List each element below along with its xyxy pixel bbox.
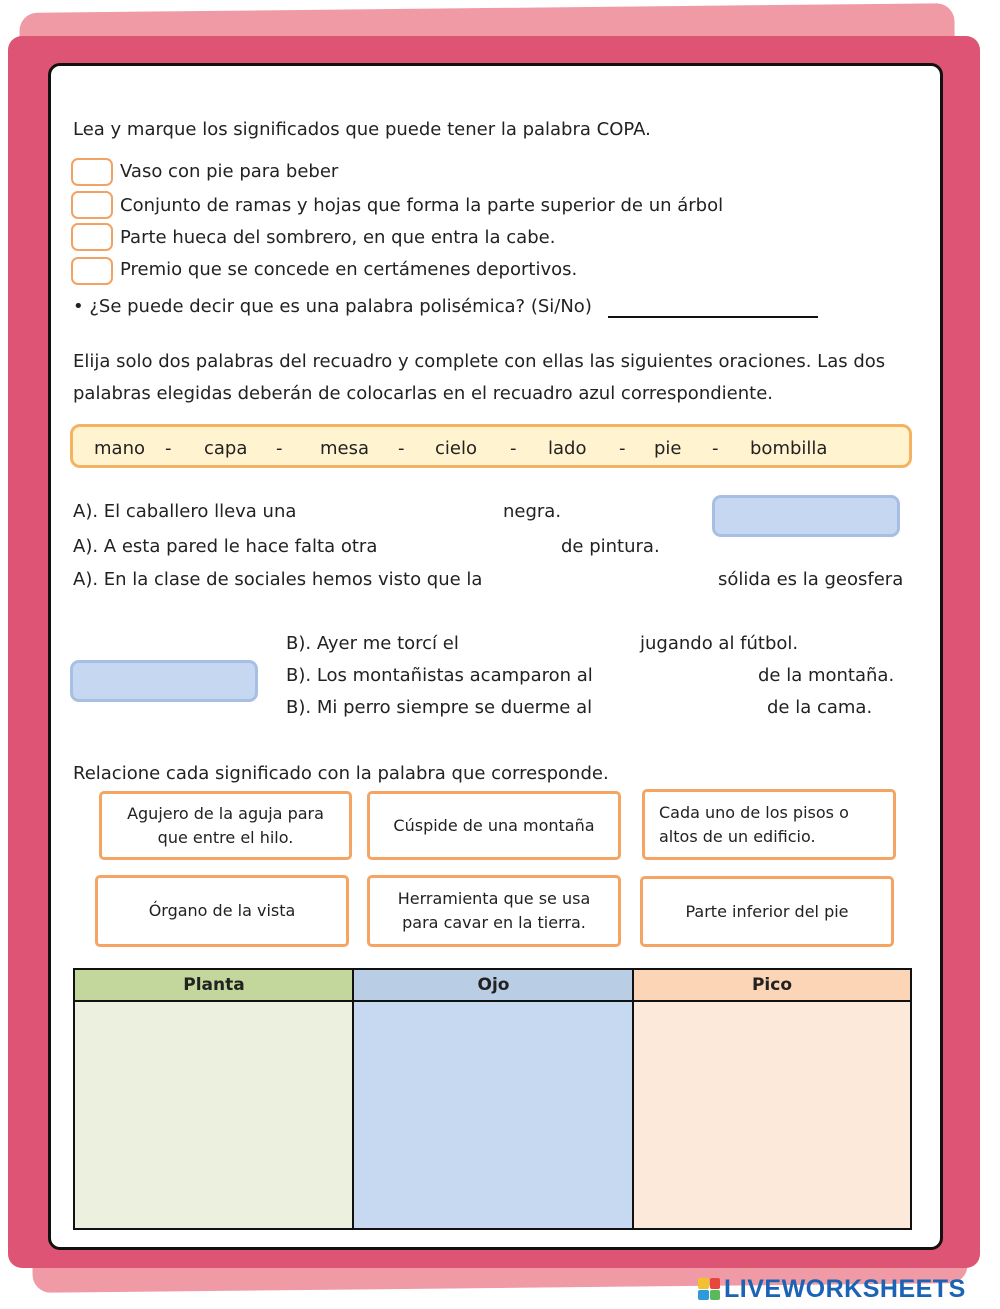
sentence-a1-after: negra. [503,501,562,522]
word-bank-word: pie [654,438,682,459]
word-bank-separator: - [165,438,172,459]
meaning-card-pickaxe-tool[interactable]: Herramienta que se usa para cavar en la tierra. [367,875,621,947]
sentence-a3-after: sólida es la geosfera [718,569,904,590]
sentence-b1-before: B). Ayer me torcí el [286,633,459,654]
sentence-a3-before: A). En la clase de sociales hemos visto que la [73,569,483,590]
copa-option-label-3: Parte hueca del sombrero, en que entra la cabe. [120,227,556,248]
relate-instruction: Relacione cada significado con la palabra que corresponde. [73,763,609,784]
word-bank-word: cielo [435,438,477,459]
sentence-a2-after: de pintura. [561,536,660,557]
sentence-a1-before: A). El caballero lleva una [73,501,297,522]
sentence-a2-before: A). A esta pared le hace falta otra [73,536,378,557]
fill-instruction-line-2: palabras elegidas deberán de colocarlas en el recuadro azul correspondiente. [73,383,773,404]
column-header-ojo: Ojo [354,970,633,1002]
fill-instruction-line-1: Elija solo dos palabras del recuadro y complete con ellas las siguientes oraciones. Las dos [73,351,886,372]
copa-option-checkbox-3[interactable] [71,223,113,251]
word-bank-word: capa [204,438,248,459]
sentence-b2-after: de la montaña. [758,665,895,686]
word-bank [70,424,912,468]
classification-table [73,968,912,1230]
copa-option-label-1: Vaso con pie para beber [120,161,339,182]
copa-instruction: Lea y marque los significados que puede tener la palabra COPA. [73,119,651,140]
word-bank-word: lado [548,438,587,459]
drop-zone-pico[interactable] [634,1002,910,1228]
copa-option-checkbox-1[interactable] [71,158,113,186]
column-header-pico: Pico [634,970,910,1002]
column-planta [75,970,353,1228]
drop-zone-planta[interactable] [75,1002,353,1228]
word-bank-separator: - [712,438,719,459]
meaning-card-eye-organ[interactable]: Órgano de la vista [95,875,349,947]
meaning-card-needle-eye[interactable]: Agujero de la aguja para que entre el hilo. [99,791,352,860]
drop-zone-ojo[interactable] [354,1002,633,1228]
liveworksheets-logo[interactable] [698,1275,966,1303]
word-bank-word: bombilla [750,438,828,459]
column-pico [634,970,910,1228]
sentence-b3-before: B). Mi perro siempre se duerme al [286,697,593,718]
word-bank-separator: - [510,438,517,459]
sentence-b1-after: jugando al fútbol. [640,633,799,654]
column-header-planta: Planta [75,970,353,1002]
polysemy-question: • ¿Se puede decir que es una palabra polisémica? (Si/No) [73,296,592,317]
column-ojo [354,970,633,1228]
copa-option-checkbox-4[interactable] [71,257,113,285]
copa-option-label-2: Conjunto de ramas y hojas que forma la parte superior de un árbol [120,195,724,216]
word-bank-separator: - [276,438,283,459]
meaning-card-mountain-peak[interactable]: Cúspide de una montaña [367,791,621,860]
liveworksheets-logo-icon [698,1278,720,1300]
word-bank-word: mano [94,438,145,459]
answer-box-b[interactable] [70,660,258,702]
copa-option-checkbox-2[interactable] [71,191,113,219]
copa-option-label-4: Premio que se concede en certámenes deportivos. [120,259,578,280]
sentence-b2-before: B). Los montañistas acamparon al [286,665,593,686]
sentence-b3-after: de la cama. [767,697,873,718]
polysemy-answer-input[interactable] [608,316,818,318]
answer-box-a[interactable] [712,495,900,537]
meaning-card-building-floor[interactable]: Cada uno de los pisos o altos de un edificio. [642,789,896,860]
meaning-card-foot-sole[interactable]: Parte inferior del pie [640,876,894,947]
word-bank-separator: - [619,438,626,459]
word-bank-word: mesa [320,438,370,459]
word-bank-separator: - [398,438,405,459]
logo-text: LIVEWORKSHEETS [724,1274,966,1303]
